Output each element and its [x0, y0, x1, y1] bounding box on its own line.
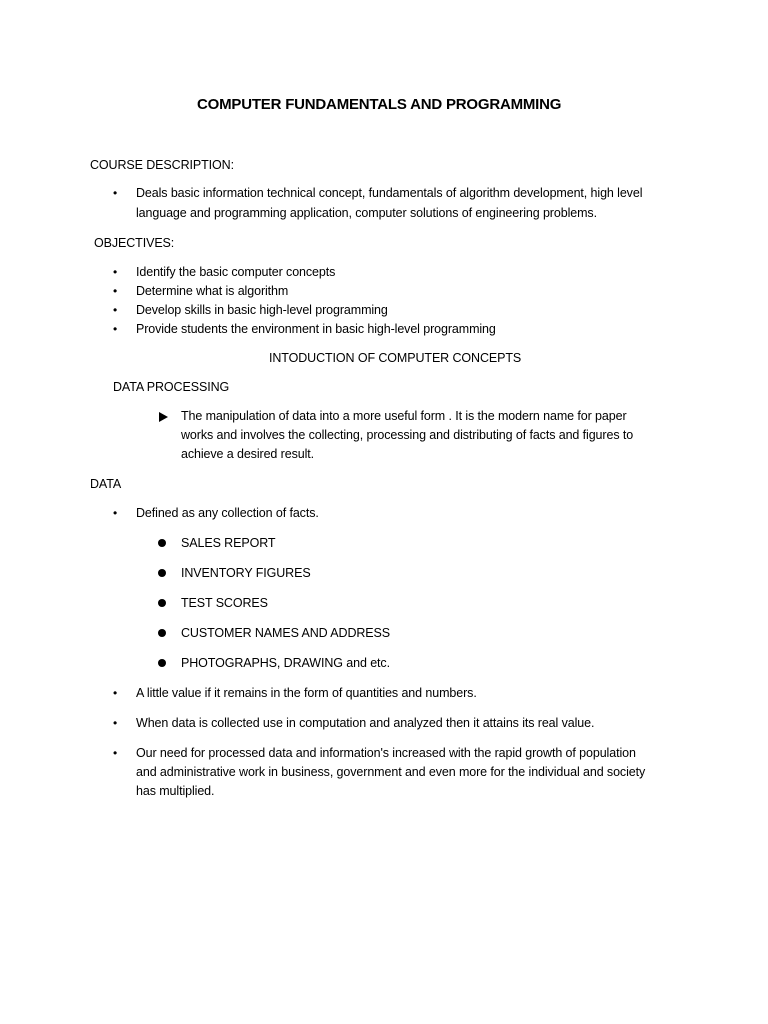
circle-bullet-icon — [158, 569, 166, 577]
course-description-heading: COURSE DESCRIPTION: — [90, 158, 234, 172]
objective-item: Identify the basic computer concepts — [136, 265, 336, 279]
data-point: A little value if it remains in the form of quantities and numbers. — [136, 686, 477, 700]
circle-bullet-icon — [158, 659, 166, 667]
objectives-heading: OBJECTIVES: — [94, 236, 175, 250]
objective-item: Provide students the environment in basic high-level programming — [136, 322, 496, 336]
data-example-item: INVENTORY FIGURES — [181, 566, 311, 580]
data-example-item: SALES REPORT — [181, 536, 276, 550]
data-processing-heading: DATA PROCESSING — [113, 380, 230, 394]
course-description-line: Deals basic information technical concept, fundamentals of algorithm development, high level — [136, 186, 643, 200]
circle-bullet-icon — [158, 539, 166, 547]
data-example-item: CUSTOMER NAMES AND ADDRESS — [181, 626, 391, 640]
data-point-line: Our need for processed data and information's increased with the rapid growth of population — [136, 746, 636, 760]
section-title: INTODUCTION OF COMPUTER CONCEPTS — [269, 351, 522, 365]
bullet-icon: • — [113, 716, 118, 730]
data-processing-line: works and involves the collecting, processing and distributing of facts and figures to — [181, 428, 634, 442]
bullet-icon: • — [113, 506, 118, 520]
bullet-icon: • — [113, 686, 118, 700]
circle-bullet-icon — [158, 629, 166, 637]
data-example-item: PHOTOGRAPHS, DRAWING and etc. — [181, 656, 390, 670]
data-heading: DATA — [90, 477, 122, 491]
bullet-icon: • — [113, 186, 118, 200]
data-point-line: has multiplied. — [136, 784, 215, 798]
data-example-item: TEST SCORES — [181, 596, 268, 610]
data-processing-line: achieve a desired result. — [181, 447, 314, 461]
objective-item: Determine what is algorithm — [136, 284, 289, 298]
document-title: COMPUTER FUNDAMENTALS AND PROGRAMMING — [197, 96, 562, 113]
data-point-line: and administrative work in business, government and even more for the individual and society — [136, 765, 646, 779]
bullet-icon: • — [113, 303, 118, 317]
data-point: When data is collected use in computation and analyzed then it attains its real value. — [136, 716, 595, 730]
objective-item: Develop skills in basic high-level programming — [136, 303, 388, 317]
course-description-line: language and programming application, computer solutions of engineering problems. — [136, 206, 597, 220]
bullet-icon: • — [113, 265, 118, 279]
bullet-icon: • — [113, 746, 118, 760]
arrow-bullet-icon — [159, 412, 168, 422]
bullet-icon: • — [113, 322, 118, 336]
circle-bullet-icon — [158, 599, 166, 607]
data-processing-line: The manipulation of data into a more useful form . It is the modern name for paper — [181, 409, 627, 423]
bullet-icon: • — [113, 284, 118, 298]
data-definition: Defined as any collection of facts. — [136, 506, 319, 520]
